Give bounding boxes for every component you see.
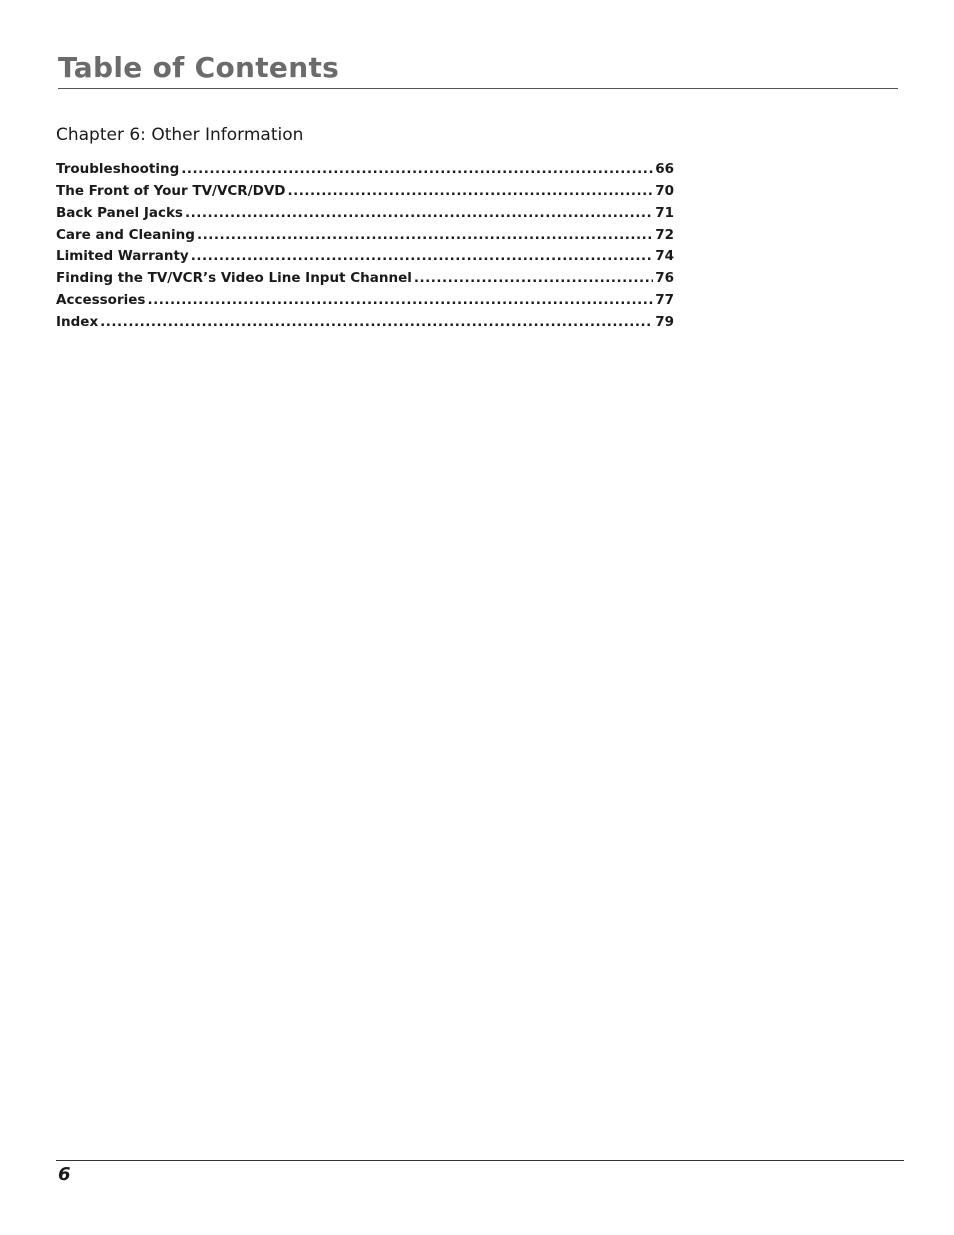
toc-entry-back-panel-jacks[interactable] [56,203,674,225]
dot-leader [147,290,653,312]
toc-entry-page: 77 [655,292,674,309]
toc-entry-page: 72 [655,226,674,243]
dot-leader [181,159,653,181]
page-title: Table of Contents [58,51,340,84]
dot-leader [197,225,653,247]
dot-leader [191,246,653,268]
chapter-heading: Chapter 6: Other Information [56,125,304,145]
footer-divider [56,1160,904,1161]
toc-entry-page: 66 [655,161,674,177]
toc-entry-page: 79 [655,313,674,330]
toc-entry-accessories[interactable] [56,290,674,312]
toc-entry-front-of-tv[interactable] [56,181,674,203]
toc-entry-label: Care and Cleaning [56,226,195,243]
dot-leader [100,312,653,334]
toc-entry-label: Back Panel Jacks [56,204,183,221]
toc-entry-label: Index [56,313,99,330]
toc-entry-label: Accessories [56,292,146,309]
toc-entry-label: Troubleshooting [56,161,180,177]
dot-leader [414,268,653,290]
dot-leader [185,203,653,225]
toc-entry-page: 76 [655,270,674,287]
title-divider [58,88,898,89]
toc-entry-care-and-cleaning[interactable] [56,225,674,247]
page-number: 6 [58,1164,71,1185]
toc-entry-video-line-input[interactable] [56,268,674,290]
toc-entry-limited-warranty[interactable] [56,246,674,268]
dot-leader [288,181,654,203]
toc-list [56,159,674,334]
toc-entry-label: Limited Warranty [56,248,189,265]
toc-entry-label: The Front of Your TV/VCR/DVD [56,182,286,199]
toc-entry-page: 74 [655,248,674,265]
toc-entry-troubleshooting[interactable] [56,159,674,181]
toc-entry-index[interactable] [56,312,674,334]
toc-entry-label: Finding the TV/VCR’s Video Line Input Channel [56,270,412,287]
toc-entry-page: 71 [655,204,674,221]
toc-entry-page: 70 [655,182,674,199]
